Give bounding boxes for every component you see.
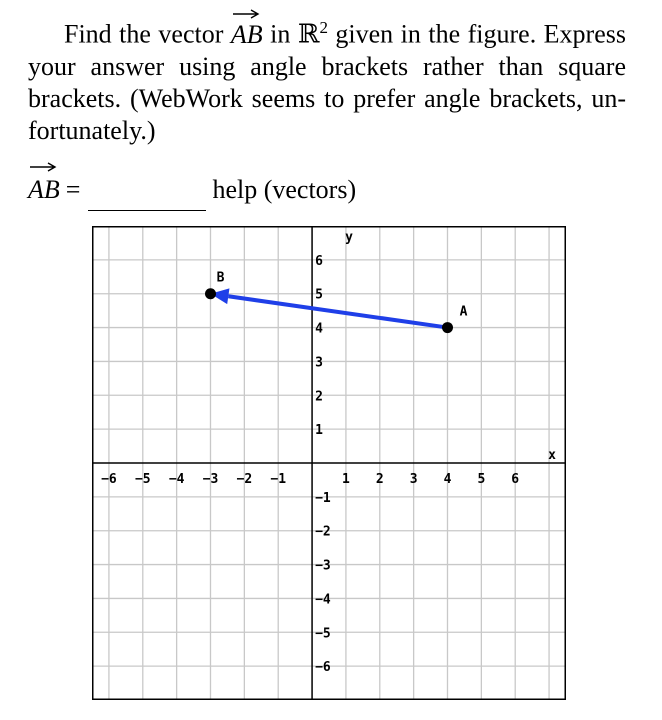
- x-tick-label: 2: [375, 472, 384, 487]
- point-a: [442, 322, 453, 333]
- vector-arrow-icon: [28, 160, 58, 172]
- answer-row: [28, 172, 356, 208]
- problem-text-part1: Find the vector: [64, 19, 224, 49]
- x-tick-label: 6: [511, 472, 520, 487]
- x-tick-label: 3: [409, 472, 418, 487]
- x-tick-label: −6: [101, 472, 117, 487]
- tick-labels: [101, 230, 556, 675]
- y-tick-label: 3: [315, 355, 323, 371]
- y-tick-label: 1: [315, 423, 323, 439]
- answer-input[interactable]: [88, 184, 206, 211]
- point-b: [205, 288, 216, 299]
- x-tick-label: −5: [134, 472, 151, 487]
- vector-ab: [231, 19, 263, 51]
- x-tick-label: −2: [236, 472, 253, 487]
- y-tick-label: −5: [315, 626, 331, 642]
- point-label-a: A: [459, 304, 468, 320]
- x-tick-label: 4: [443, 472, 452, 487]
- x-tick-label: 5: [477, 472, 486, 487]
- coordinate-graph: [92, 226, 566, 700]
- answer-vector-label: AB: [28, 175, 60, 204]
- problem-statement: [28, 12, 626, 147]
- real-space-symbol: ℝ: [297, 19, 320, 49]
- help-vectors-link[interactable]: help (vectors): [212, 175, 357, 204]
- vector-arrow-icon: [231, 7, 261, 19]
- equals-sign: =: [65, 175, 81, 204]
- y-tick-label: −3: [315, 558, 331, 574]
- y-tick-label: −4: [315, 592, 331, 608]
- y-tick-label: 4: [315, 321, 323, 337]
- y-tick-label: 6: [315, 253, 323, 269]
- answer-vector-ab: [28, 172, 60, 208]
- x-tick-label: −3: [202, 472, 219, 487]
- problem-text-part3: given in the figure. Express your answer using angle brackets rather than square brackets. (WebWork seems to prefer angle brackets, un-fortunately.): [28, 19, 626, 145]
- problem-text-part2: in: [270, 19, 291, 49]
- point-label-b: B: [216, 270, 225, 286]
- y-tick-label: 2: [315, 389, 323, 405]
- space-exponent: 2: [319, 18, 328, 37]
- y-tick-label: −2: [315, 524, 331, 540]
- x-tick-label: −4: [168, 472, 185, 487]
- x-tick-label: −1: [270, 472, 287, 487]
- vector-shaft: [228, 296, 447, 327]
- y-tick-label: −6: [315, 660, 331, 676]
- x-tick-label: 1: [342, 472, 350, 487]
- y-axis-label: y: [345, 230, 353, 245]
- vector-label: AB: [230, 19, 263, 49]
- x-axis-label: x: [548, 448, 556, 463]
- y-tick-label: −1: [315, 490, 331, 506]
- y-tick-label: 5: [315, 287, 323, 303]
